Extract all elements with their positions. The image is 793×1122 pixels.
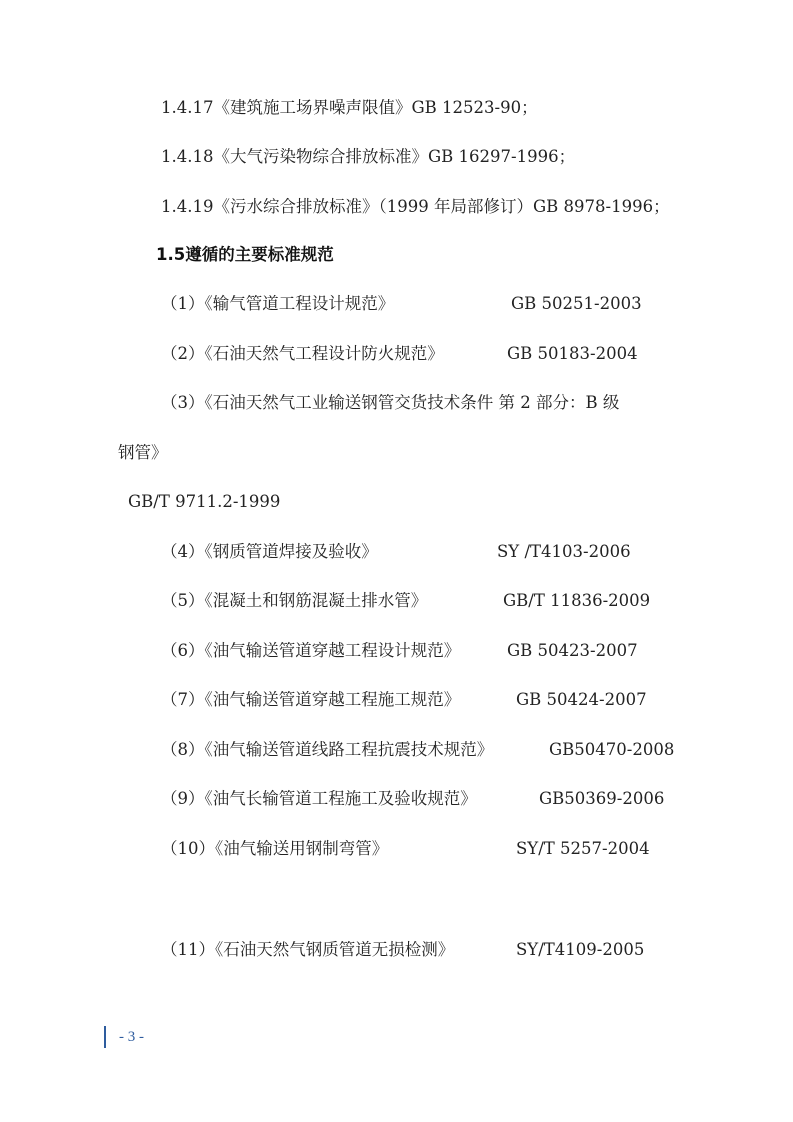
item-10-title: （10）《油气输送用钢制弯管》	[161, 839, 389, 858]
item-8-code: GB50470-2008	[549, 740, 675, 759]
item-3-title: （3）《石油天然气工业输送钢管交货技术条件 第 2 部分：B 级	[161, 393, 620, 412]
standard-line-1-4-17: 1.4.17《建筑施工场界噪声限值》GB 12523-90；	[161, 98, 538, 117]
item-5-code: GB/T 11836-2009	[503, 591, 651, 610]
item-9-title: （9）《油气长输管道工程施工及验收规范》	[161, 789, 477, 808]
item-11-title: （11）《石油天然气钢质管道无损检测》	[161, 940, 455, 959]
item-3-title-continuation: 钢管》	[118, 443, 168, 462]
item-10-code: SY/T 5257-2004	[516, 839, 650, 858]
section-heading: 1.5遵循的主要标准规范	[156, 245, 334, 264]
standard-line-1-4-18: 1.4.18《大气污染物综合排放标准》GB 16297-1996；	[161, 147, 576, 166]
item-7-code: GB 50424-2007	[516, 690, 647, 709]
item-2-code: GB 50183-2004	[507, 344, 638, 363]
item-1-title: （1）《输气管道工程设计规范》	[161, 294, 395, 313]
item-2-title: （2）《石油天然气工程设计防火规范》	[161, 344, 444, 363]
item-4-code: SY /T4103-2006	[497, 542, 631, 561]
item-5-title: （5）《混凝土和钢筋混凝土排水管》	[161, 591, 428, 610]
footer-accent-bar	[104, 1026, 106, 1048]
item-3-code: GB/T 9711.2-1999	[128, 492, 281, 511]
page-number: - 3 -	[119, 1029, 144, 1045]
item-8-title: （8）《油气输送管道线路工程抗震技术规范》	[161, 740, 494, 759]
item-11-code: SY/T4109-2005	[516, 940, 645, 959]
item-6-code: GB 50423-2007	[507, 641, 638, 660]
item-1-code: GB 50251-2003	[511, 294, 642, 313]
standard-line-1-4-19: 1.4.19《污水综合排放标准》（1999 年局部修订）GB 8978-1996；	[161, 197, 670, 216]
item-4-title: （4）《钢质管道焊接及验收》	[161, 542, 378, 561]
item-9-code: GB50369-2006	[539, 789, 665, 808]
item-6-title: （6）《油气输送管道穿越工程设计规范》	[161, 641, 461, 660]
item-7-title: （7）《油气输送管道穿越工程施工规范》	[161, 690, 461, 709]
